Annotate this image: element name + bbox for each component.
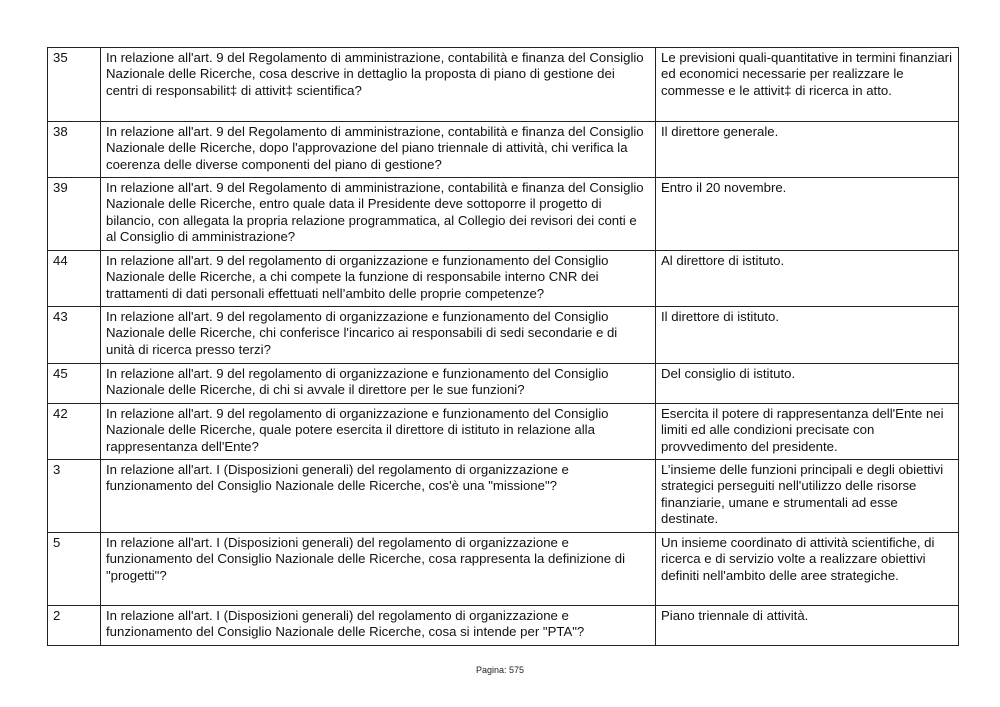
answer-cell: Al direttore di istituto. bbox=[656, 251, 959, 307]
row-number: 3 bbox=[48, 460, 101, 533]
question-cell: In relazione all'art. 9 del regolamento di organizzazione e funzionamento del Consiglio Nazionale delle Ricerche, quale potere esercita il direttore di istituto in relazione alla rappresentanza dell'Ente? bbox=[101, 404, 656, 460]
table-row bbox=[48, 460, 959, 533]
row-number: 44 bbox=[48, 251, 101, 307]
answer-cell: Del consiglio di istituto. bbox=[656, 364, 959, 404]
table-row bbox=[48, 178, 959, 251]
page-number-footer: Pagina: 575 bbox=[475, 665, 525, 675]
row-number: 45 bbox=[48, 364, 101, 404]
row-number: 5 bbox=[48, 533, 101, 606]
question-cell: In relazione all'art. 9 del Regolamento di amministrazione, contabilità e finanza del Consiglio Nazionale delle Ricerche, entro quale data il Presidente deve sottoporre il progetto di bilancio, con allegata la propria relazione programmatica, al Collegio dei revisori dei conti e al Consiglio di amministrazione? bbox=[101, 178, 656, 251]
question-cell: In relazione all'art. 9 del regolamento di organizzazione e funzionamento del Consiglio Nazionale delle Ricerche, a chi compete la funzione di responsabile interno CNR dei trattamenti di dati personali effettuati nell’ambito delle proprie competenze? bbox=[101, 251, 656, 307]
answer-cell: Il direttore di istituto. bbox=[656, 307, 959, 364]
table-row bbox=[48, 404, 959, 460]
question-cell: In relazione all'art. 9 del regolamento di organizzazione e funzionamento del Consiglio Nazionale delle Ricerche, chi conferisce l'incarico ai responsabili di sedi secondarie e di unità di ricerca presso terzi? bbox=[101, 307, 656, 364]
table-row bbox=[48, 251, 959, 307]
qa-table bbox=[47, 47, 959, 646]
answer-cell: Esercita il potere di rappresentanza dell'Ente nei limiti ed alle condizioni precisate con provvedimento del presidente. bbox=[656, 404, 959, 460]
row-number: 42 bbox=[48, 404, 101, 460]
answer-cell: Entro il 20 novembre. bbox=[656, 178, 959, 251]
table-row bbox=[48, 48, 959, 122]
table-row bbox=[48, 122, 959, 178]
question-cell: In relazione all'art. 9 del Regolamento di amministrazione, contabilità e finanza del Consiglio Nazionale delle Ricerche, cosa descrive in dettaglio la proposta di piano di gestione dei centri di responsabilit‡ di attivit‡ scientifica? bbox=[101, 48, 656, 122]
row-number: 2 bbox=[48, 606, 101, 646]
question-cell: In relazione all'art. I (Disposizioni generali) del regolamento di organizzazione e funzionamento del Consiglio Nazionale delle Ricerche, cos'è una "missione"? bbox=[101, 460, 656, 533]
answer-cell: L’insieme delle funzioni principali e degli obiettivi strategici perseguiti nell'utilizzo delle risorse finanziarie, umane e strumentali ad esse destinate. bbox=[656, 460, 959, 533]
row-number: 39 bbox=[48, 178, 101, 251]
question-cell: In relazione all'art. 9 del Regolamento di amministrazione, contabilità e finanza del Consiglio Nazionale delle Ricerche, dopo l'approvazione del piano triennale di attività, chi verifica la coerenza delle diverse componenti del piano di gestione? bbox=[101, 122, 656, 178]
answer-cell: Piano triennale di attività. bbox=[656, 606, 959, 646]
row-number: 38 bbox=[48, 122, 101, 178]
answer-cell: Un insieme coordinato di attività scientifiche, di ricerca e di servizio volte a realizzare obiettivi definiti nell'ambito delle aree strategiche. bbox=[656, 533, 959, 606]
question-cell: In relazione all'art. I (Disposizioni generali) del regolamento di organizzazione e funzionamento del Consiglio Nazionale delle Ricerche, cosa rappresenta la definizione di "progetti"? bbox=[101, 533, 656, 606]
answer-cell: Le previsioni quali-quantitative in termini finanziari ed economici necessarie per realizzare le commesse e le attivit‡ di ricerca in atto. bbox=[656, 48, 959, 122]
table-row bbox=[48, 533, 959, 606]
table-row bbox=[48, 307, 959, 364]
table-row bbox=[48, 606, 959, 646]
table-row bbox=[48, 364, 959, 404]
row-number: 35 bbox=[48, 48, 101, 122]
answer-cell: Il direttore generale. bbox=[656, 122, 959, 178]
question-cell: In relazione all'art. I (Disposizioni generali) del regolamento di organizzazione e funzionamento del Consiglio Nazionale delle Ricerche, cosa si intende per "PTA"? bbox=[101, 606, 656, 646]
row-number: 43 bbox=[48, 307, 101, 364]
question-cell: In relazione all'art. 9 del regolamento di organizzazione e funzionamento del Consiglio Nazionale delle Ricerche, di chi si avvale il direttore per le sue funzioni? bbox=[101, 364, 656, 404]
